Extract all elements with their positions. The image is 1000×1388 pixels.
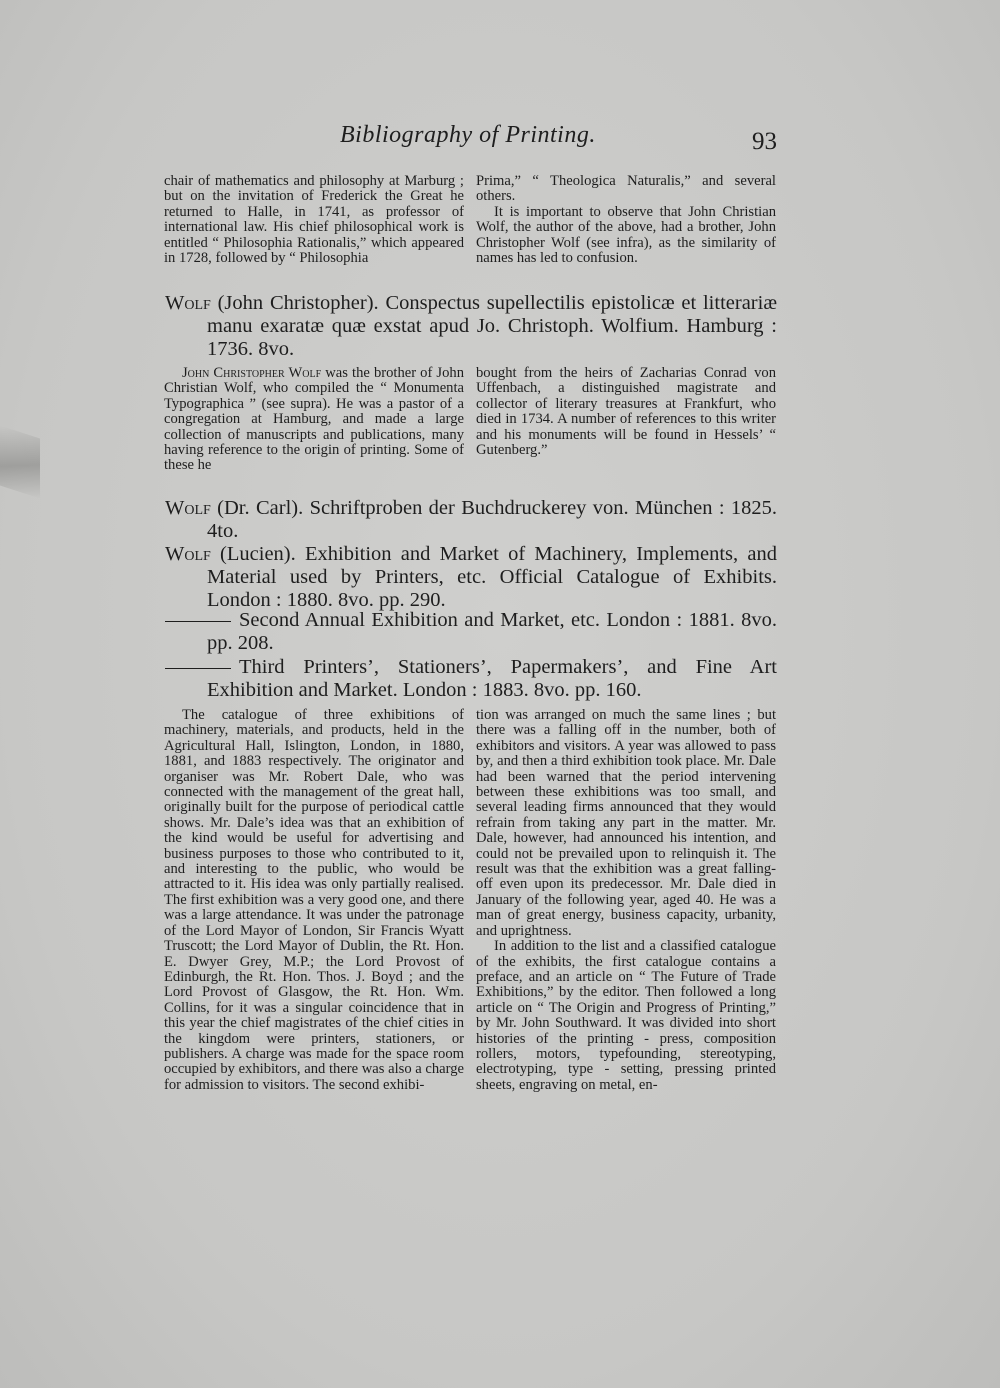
bibliography-entry-wolf-john-christopher (165, 292, 777, 361)
bibliography-entry-third-exhibition (165, 656, 777, 702)
section-1-right-column (476, 174, 776, 266)
paragraph: In addition to the list and a classified catalogue of the exhibits, the first catalogue contains a preface, and an article on “ The Future of Trade Exhibitions,” by the editor. Then followed a long article on “ The Origin and Progress of Printing,” by Mr. John Southward. It was divided into short histories of the printing - press, composition rollers, motors, typefounding, stereotyping, electrotyping, type - setting, pressing printed sheets, engraving on metal, en- (476, 938, 776, 1093)
section-1-left-column (164, 174, 464, 266)
paragraph: It is important to observe that John Christian Wolf, the author of the above, had a brother, John Christopher Wolf (see infra), as the similarity of names has led to confusion. (476, 203, 776, 267)
entry-text (165, 543, 777, 612)
ditto-dash (165, 668, 231, 669)
bibliography-entry-wolf-carl (165, 497, 777, 543)
section-2-right-column (476, 366, 776, 474)
section-1-columns (164, 174, 776, 266)
running-head: Bibliography of Printing. (340, 122, 596, 148)
bibliography-entry-wolf-lucien (165, 543, 777, 612)
entry-text (165, 292, 777, 361)
entry-text (165, 609, 777, 655)
entry-citation: (Lucien). Exhibition and Market of Machinery, Implements, and Material used by Printers, etc. Official Catalogue of Exhibits. London : 1880. 8vo. pp. 290. (207, 543, 777, 611)
section-2-left-column (164, 366, 464, 474)
entry-citation: (John Christopher). Conspectus supellectilis epistolicæ et litterariæ manu exaratæ quæ exstat apud Jo. Christoph. Wolfium. Hamburg : 1736. 8vo. (207, 292, 777, 360)
bibliography-entry-second-exhibition (165, 609, 777, 655)
section-3-right-column (476, 708, 776, 1093)
entry-author: Wolf (165, 497, 211, 519)
paragraph: bought from the heirs of Zacharias Conrad von Uffenbach, a distinguished magistrate and collector of literary treasures at Frankfurt, who died in 1734. A number of references to this writer and his monuments will be found in Hessels’ “ Gutenberg.” (476, 365, 776, 459)
small-caps-name: John Christopher Wolf (182, 365, 322, 381)
entry-citation: Second Annual Exhibition and Market, etc. London : 1881. 8vo. pp. 208. (207, 609, 777, 654)
entry-citation: Third Printers’, Stationers’, Papermakers’, and Fine Art Exhibition and Market. London : 1883. 8vo. pp. 160. (207, 656, 777, 701)
paragraph-text: was the brother of John Christian Wolf, who compiled the “ Monumenta Typographica ” (see supra). He was a pastor of a congregation at Hamburg, and made a large collection of manuscripts and publications, many having reference to the origin of printing. Some of these he (164, 365, 464, 474)
page-number: 93 (752, 128, 777, 155)
paragraph: The catalogue of three exhibitions of machinery, materials, and products, held in the Agricultural Hall, Islington, London, in 1880, 1881, and 1883 respectively. The originator and organiser was Mr. Robert Dale, who was connected with the management of the great hall, originally built for the purpose of periodical cattle shows. Mr. Dale’s idea was that an exhibition of the kind would be useful for advertising and business purposes to those who contributed to it, and interesting to the public, who would be attracted to it. His idea was only partially realised. The first exhibition was a very good one, and there was a large attendance. It was under the patronage of the Lord Mayor of London, Sir Francis Wyatt Truscott; the Lord Mayor of Dublin, the Rt. Hon. E. Dwyer Grey, M.P.; the Lord Provost of Edinburgh, the Rt. Hon. Thos. J. Boyd ; and the Lord Provost of Glasgow, the Rt. Hon. Wm. Collins, for it was a singular coincidence that in this year the chief magistrates of the chief cities in the kingdom were printers, stationers, or publishers. A charge was made for the space room occupied by exhibitors, and there was also a charge for admission to visitors. The second exhibi- (164, 707, 465, 1093)
ditto-dash (165, 621, 231, 622)
section-2-columns (164, 366, 776, 474)
section-3-left-column (164, 708, 464, 1093)
section-3-columns (164, 708, 776, 1093)
entry-citation: (Dr. Carl). Schriftproben der Buchdruckerey von. München : 1825. 4to. (207, 497, 777, 542)
entry-text (165, 497, 777, 543)
entry-text (165, 656, 777, 702)
paragraph (164, 366, 464, 474)
entry-author: Wolf (165, 543, 211, 565)
entry-author: Wolf (165, 292, 211, 314)
paragraph: tion was arranged on much the same lines ; but there was a falling off in the number, both of exhibitors and visitors. A year was allowed to pass by, and then a third exhibition took place. Mr. Dale had been warned that the period intervening between these exhibitions was too small, and several leading firms announced that they would refrain from taking any part in the matter. Mr. Dale, however, had announced his intention, and could not be prevailed upon to relinquish it. The result was that the exhibition was a great falling-off even upon its predecessor. Mr. Dale died in January of the following year, aged 40. He was a man of great energy, business capacity, urbanity, and uprightness. (476, 707, 776, 939)
scan-shadow (0, 426, 40, 499)
paragraph: Prima,” “ Theologica Naturalis,” and several others. (476, 173, 776, 205)
paragraph: chair of mathematics and philosophy at Marburg ; but on the invitation of Frederick the Great he returned to Halle, in 1741, as professor of international law. His chief philosophical work is entitled “ Philosophia Rationalis,” which appeared in 1728, followed by “ Philosophia (164, 173, 464, 267)
